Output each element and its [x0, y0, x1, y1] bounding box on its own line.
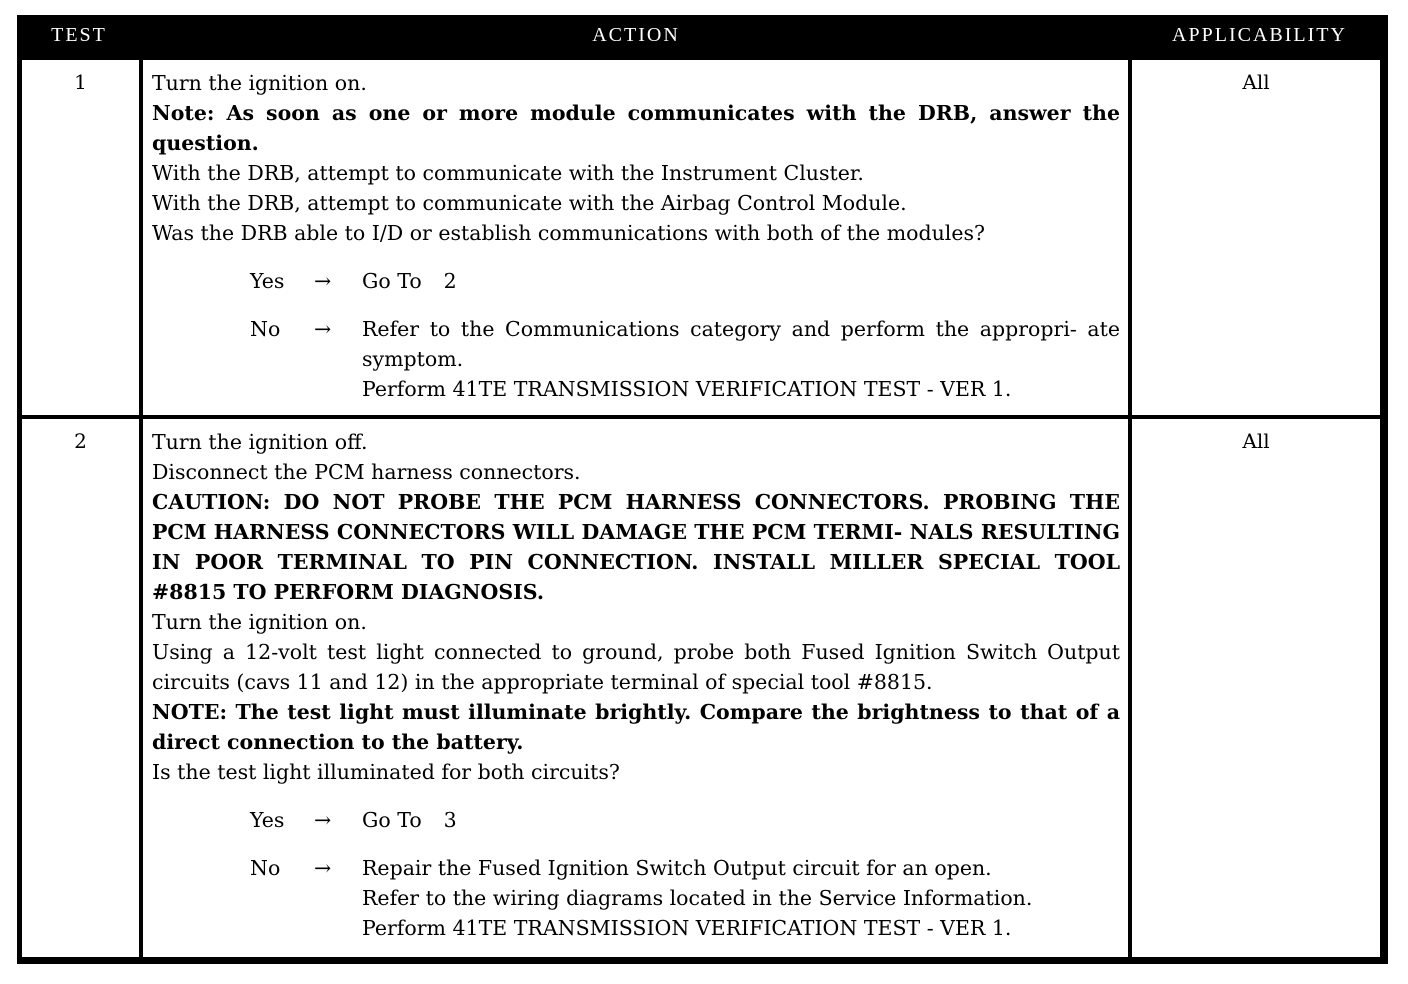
row-2-line: Turn the ignition on. — [152, 610, 367, 634]
row-2-line: Disconnect the PCM harness connectors. — [152, 460, 581, 484]
yes-label: Yes — [250, 808, 285, 832]
goto-target: 3 — [443, 808, 457, 832]
goto-label: Go To — [362, 808, 422, 832]
row-1-yes-answer — [152, 266, 1120, 296]
row-2-note: NOTE: The test light must illuminate brightly. Compare the brightness to that of a direct connection to the battery. — [152, 700, 1120, 754]
row-1-line: With the DRB, attempt to communicate with the Instrument Cluster. — [152, 161, 864, 185]
row-1-line: Was the DRB able to I/D or establish communications with both of the modules? — [152, 221, 986, 245]
row-1-applicability: All — [1132, 60, 1380, 415]
diagnostic-table — [17, 15, 1388, 964]
row-2-test-number: 2 — [22, 419, 139, 957]
arrow-right-icon: → — [314, 269, 332, 293]
row-1-line: With the DRB, attempt to communicate with the Airbag Control Module. — [152, 191, 907, 215]
goto-target: 2 — [443, 269, 457, 293]
header-applicability: APPLICABILITY — [1172, 24, 1347, 46]
row-2-line: Is the test light illuminated for both circuits? — [152, 760, 620, 784]
no-instruction: Perform 41TE TRANSMISSION VERIFICATION TEST - VER 1. — [362, 916, 1012, 940]
no-instruction: Refer to the wiring diagrams located in the Service Information. — [362, 886, 1033, 910]
row-2-yes-answer — [152, 805, 1120, 835]
row-2-line: Using a 12-volt test light connected to ground, probe both Fused Ignition Switch Output circuits (cavs 11 and 12) in the appropriate terminal of special tool #8815. — [152, 640, 1120, 694]
no-instruction: Refer to the Communications category and perform the appropri- ate symptom. — [362, 317, 1120, 371]
row-2-action — [143, 419, 1128, 957]
no-instruction: Repair the Fused Ignition Switch Output circuit for an open. — [362, 856, 992, 880]
header-action: ACTION — [592, 24, 680, 46]
goto-label: Go To — [362, 269, 422, 293]
arrow-right-icon: → — [314, 856, 332, 880]
no-instruction: Perform 41TE TRANSMISSION VERIFICATION TEST - VER 1. — [362, 377, 1012, 401]
arrow-right-icon: → — [314, 808, 332, 832]
row-1-test-number: 1 — [22, 60, 139, 415]
arrow-right-icon: → — [314, 317, 332, 341]
row-2-no-answer — [152, 853, 1120, 943]
row-2-applicability: All — [1132, 419, 1380, 957]
no-label: No — [250, 317, 281, 341]
row-2-line: Turn the ignition off. — [152, 430, 368, 454]
yes-label: Yes — [250, 269, 285, 293]
row-2-caution: CAUTION: DO NOT PROBE THE PCM HARNESS CONNECTORS. PROBING THE PCM HARNESS CONNECTORS WILL DAMAGE THE PCM TERMI- NALS RESULTING IN POOR TERMINAL TO PIN CONNECTION. INSTALL MILLER SPECIAL TOOL #8815 TO PERFORM DIAGNOSIS. — [152, 490, 1120, 604]
row-1-no-answer — [152, 314, 1120, 404]
row-1-note: Note: As soon as one or more module communicates with the DRB, answer the question. — [152, 101, 1120, 155]
header-test: TEST — [51, 24, 107, 46]
row-1-line: Turn the ignition on. — [152, 71, 367, 95]
no-label: No — [250, 856, 281, 880]
row-1-action — [143, 60, 1128, 415]
